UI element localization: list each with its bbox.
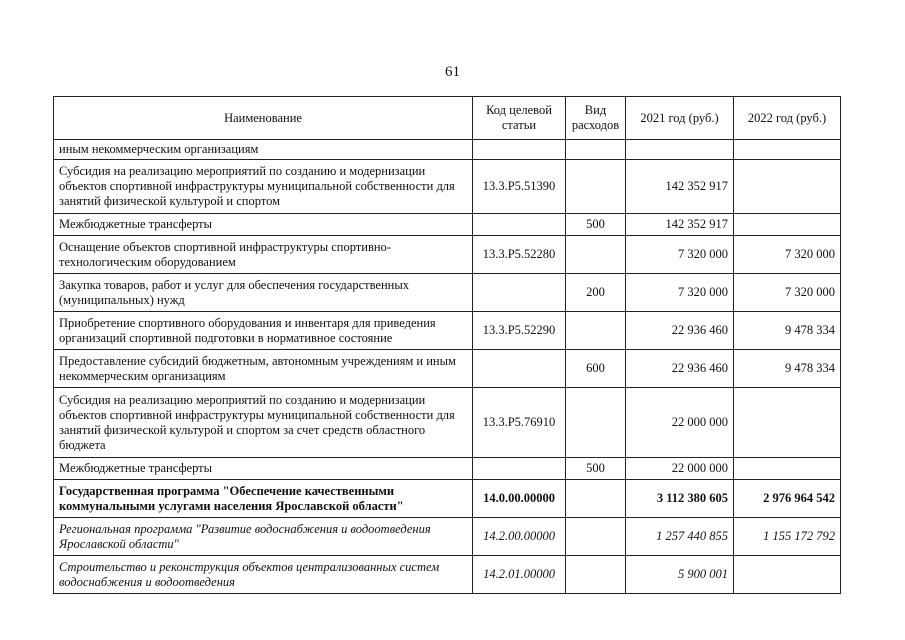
cell-vid xyxy=(566,236,626,274)
cell-y2022 xyxy=(734,458,841,480)
table-row xyxy=(54,458,841,480)
cell-vid xyxy=(566,388,626,458)
table-row xyxy=(54,388,841,458)
cell-y2021: 7 320 000 xyxy=(626,236,734,274)
cell-y2021: 5 900 001 xyxy=(626,556,734,594)
page-number: 61 xyxy=(445,64,460,80)
cell-vid xyxy=(566,556,626,594)
cell-code: 13.3.P5.76910 xyxy=(473,388,566,458)
cell-code: 14.0.00.00000 xyxy=(473,480,566,518)
cell-name: Строительство и реконструкция объектов централизованных систем водоснабжения и водоотведения xyxy=(54,556,473,594)
cell-vid: 500 xyxy=(566,458,626,480)
cell-name: Оснащение объектов спортивной инфраструктуры спортивно-технологическим оборудованием xyxy=(54,236,473,274)
cell-y2021: 1 257 440 855 xyxy=(626,518,734,556)
cell-y2022 xyxy=(734,556,841,594)
cell-y2022: 2 976 964 542 xyxy=(734,480,841,518)
header-vid: Вид расходов xyxy=(566,97,626,140)
table-row xyxy=(54,274,841,312)
cell-vid xyxy=(566,312,626,350)
cell-y2021: 3 112 380 605 xyxy=(626,480,734,518)
cell-name: Закупка товаров, работ и услуг для обеспечения государственных (муниципальных) нужд xyxy=(54,274,473,312)
cell-code xyxy=(473,214,566,236)
cell-y2021 xyxy=(626,140,734,160)
cell-code xyxy=(473,458,566,480)
table-row xyxy=(54,312,841,350)
cell-y2021: 22 000 000 xyxy=(626,458,734,480)
cell-name: Приобретение спортивного оборудования и инвентаря для приведения организаций спортивной подготовки в нормативное состояние xyxy=(54,312,473,350)
header-2021: 2021 год (руб.) xyxy=(626,97,734,140)
cell-y2022 xyxy=(734,388,841,458)
budget-table xyxy=(53,96,841,594)
cell-y2021: 22 000 000 xyxy=(626,388,734,458)
cell-vid: 600 xyxy=(566,350,626,388)
cell-vid: 200 xyxy=(566,274,626,312)
header-name: Наименование xyxy=(54,97,473,140)
cell-vid xyxy=(566,140,626,160)
table-header-row xyxy=(54,97,841,140)
cell-code: 13.3.P5.52290 xyxy=(473,312,566,350)
table-row xyxy=(54,214,841,236)
cell-name: Субсидия на реализацию мероприятий по созданию и модернизации объектов спортивной инфраструктуры муниципальной собственности для занятий физической культурой и спортом за счет средств областного бюджета xyxy=(54,388,473,458)
cell-y2022: 9 478 334 xyxy=(734,312,841,350)
table-row xyxy=(54,480,841,518)
cell-name: Предоставление субсидий бюджетным, автономным учреждениям и иным некоммерческим организациям xyxy=(54,350,473,388)
table-row xyxy=(54,556,841,594)
cell-code: 14.2.01.00000 xyxy=(473,556,566,594)
cell-y2022: 1 155 172 792 xyxy=(734,518,841,556)
table-row xyxy=(54,350,841,388)
cell-y2021: 22 936 460 xyxy=(626,350,734,388)
table-row xyxy=(54,140,841,160)
cell-y2022: 7 320 000 xyxy=(734,274,841,312)
cell-name: иным некоммерческим организациям xyxy=(54,140,473,160)
cell-code xyxy=(473,140,566,160)
cell-code: 13.3.P5.51390 xyxy=(473,160,566,214)
cell-name: Региональная программа "Развитие водоснабжения и водоотведения Ярославской области" xyxy=(54,518,473,556)
header-2022: 2022 год (руб.) xyxy=(734,97,841,140)
cell-name: Межбюджетные трансферты xyxy=(54,458,473,480)
cell-code xyxy=(473,350,566,388)
cell-y2022: 9 478 334 xyxy=(734,350,841,388)
cell-code: 13.3.P5.52280 xyxy=(473,236,566,274)
cell-name: Межбюджетные трансферты xyxy=(54,214,473,236)
table-body xyxy=(54,140,841,594)
cell-vid xyxy=(566,518,626,556)
cell-y2021: 22 936 460 xyxy=(626,312,734,350)
cell-y2021: 142 352 917 xyxy=(626,214,734,236)
cell-name: Государственная программа "Обеспечение качественными коммунальными услугами населения Ярославской области" xyxy=(54,480,473,518)
cell-y2022 xyxy=(734,214,841,236)
cell-name: Субсидия на реализацию мероприятий по созданию и модернизации объектов спортивной инфраструктуры муниципальной собственности для занятий физической культурой и спортом xyxy=(54,160,473,214)
table-row xyxy=(54,160,841,214)
cell-vid: 500 xyxy=(566,214,626,236)
header-code: Код целевой статьи xyxy=(473,97,566,140)
cell-y2022 xyxy=(734,140,841,160)
cell-vid xyxy=(566,160,626,214)
table-row xyxy=(54,236,841,274)
cell-y2022 xyxy=(734,160,841,214)
cell-code: 14.2.00.00000 xyxy=(473,518,566,556)
cell-y2021: 7 320 000 xyxy=(626,274,734,312)
table-row xyxy=(54,518,841,556)
cell-vid xyxy=(566,480,626,518)
cell-code xyxy=(473,274,566,312)
cell-y2022: 7 320 000 xyxy=(734,236,841,274)
cell-y2021: 142 352 917 xyxy=(626,160,734,214)
